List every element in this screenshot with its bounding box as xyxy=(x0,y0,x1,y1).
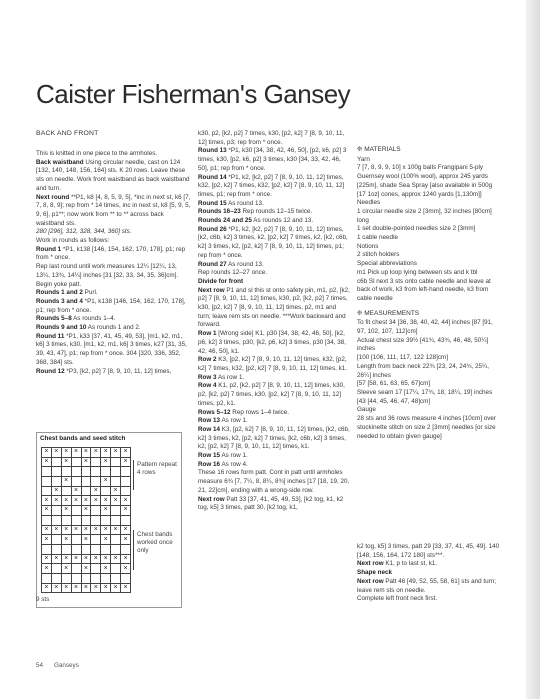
instruction-label: Rounds 16–23 xyxy=(198,208,241,216)
page-edge xyxy=(526,0,540,699)
chart-cell-knit xyxy=(42,477,52,487)
chart-cell-knit xyxy=(121,573,131,583)
chart-cell-purl: × xyxy=(51,583,61,593)
paragraph xyxy=(36,246,192,263)
chart-cell-knit xyxy=(71,457,81,467)
chart-cell-knit xyxy=(42,544,52,554)
instruction-label: Round 11 xyxy=(36,332,65,340)
paragraph xyxy=(357,578,507,595)
instruction-text: **P1, k8 [4, 8, 5, 9, 5], *inc in next st, k6 [7, 7, 8, 8, 9]; rep from * 14 times, inc in next st, k8 [5, 9, 5, 9, 6], p1**; now work from ** to ** across back waistband sts. xyxy=(36,193,191,227)
materials-heading: ❊ MATERIALS xyxy=(357,146,401,153)
chart-cell-knit xyxy=(81,544,91,554)
instruction-label: Round 27 xyxy=(198,260,227,268)
chart-cell-purl: × xyxy=(121,448,131,458)
chart-cell-knit xyxy=(111,573,121,583)
list-item: [100 [106, 111, 117, 122 128]cm] xyxy=(357,354,449,362)
chart-cell-purl: × xyxy=(71,583,81,593)
instruction-label: Next round xyxy=(36,193,70,201)
chart-cell-purl: × xyxy=(111,525,121,535)
section-heading: BACK AND FRONT xyxy=(36,130,99,137)
paragraph xyxy=(198,261,350,270)
list-item: Yarn xyxy=(357,155,370,163)
chart-cell-purl: × xyxy=(51,496,61,506)
chart-cell-knit xyxy=(71,477,81,487)
list-item: 28 sts and 36 rows measure 4 inches [10cm] over stockinette stitch on size 2 [3mm] needles [or size needed to obtain given gauge] xyxy=(357,415,496,440)
chart-cell-purl: × xyxy=(42,448,52,458)
chart-cell-purl: × xyxy=(81,525,91,535)
chart-cell-purl: × xyxy=(42,583,52,593)
chart-cell-purl: × xyxy=(101,448,111,458)
paragraph xyxy=(36,324,192,333)
chart-cell-purl: × xyxy=(42,554,52,564)
instruction-label: Shape neck xyxy=(357,569,392,577)
chart-cell-knit xyxy=(101,467,111,477)
paragraph xyxy=(357,560,507,569)
chart-cell-purl: × xyxy=(71,496,81,506)
instruction-label: Row 3 xyxy=(198,373,217,381)
chart-cell-purl: × xyxy=(121,583,131,593)
instruction-label: Row 4 xyxy=(198,382,217,390)
instruction-text: Patt 46 [49, 52, 55, 58, 61] sts and turn; leave rem sts on needle. xyxy=(357,577,496,594)
chart-cell-purl: × xyxy=(111,554,121,564)
chart-cell-purl: × xyxy=(51,554,61,564)
list-item: Needles xyxy=(357,199,381,207)
text-run: Work in rounds as follows: xyxy=(36,237,110,245)
paragraph xyxy=(198,496,350,513)
paragraph xyxy=(36,150,192,159)
instruction-label: Rounds 1 and 2 xyxy=(36,289,83,297)
list-item: [57 [58, 61, 63, 65, 67]cm] xyxy=(357,380,431,388)
paragraph xyxy=(198,174,350,200)
list-item: Length from back neck 22¾ [23, 24, 24¾, 25¼, 26¼] inches xyxy=(357,362,489,379)
instruction-text: Patt 33 [37, 41, 45, 49, 53], [k2 tog, k1, k2 tog, k5] 3 times, patt 30, [k2 tog, k1, xyxy=(198,495,344,512)
paragraph xyxy=(36,237,192,246)
paragraph xyxy=(357,543,507,560)
paragraph xyxy=(198,130,350,147)
chart-row xyxy=(42,525,131,535)
chart-row xyxy=(42,496,131,506)
instruction-label: Back waistband xyxy=(36,158,84,166)
paragraph xyxy=(198,217,350,226)
list-item: 1 circular needle size 2 [3mm], 32 inches [80cm] long xyxy=(357,207,492,224)
paragraph xyxy=(198,356,350,373)
chart-cell-knit xyxy=(42,573,52,583)
chart-row xyxy=(42,467,131,477)
chart-cell-purl: × xyxy=(91,583,101,593)
chart-pattern-label: Pattern repeat 4 rows xyxy=(137,461,177,477)
instruction-text: K3, [p2, k2] 7 [8, 9, 10, 11, 12] times, [k2, c6b, k2] 3 times, k2, [p2, k2] 7 times, [k2, c6b, k2] 3 times, k2, [p2, k2] 7 [8, 9, 10, 11, 12] times, k1. xyxy=(198,425,350,451)
chart-cell-knit xyxy=(81,515,91,525)
chart-cell-purl: × xyxy=(91,554,101,564)
column-3-continued xyxy=(357,543,507,604)
chart-cell-purl: × xyxy=(121,535,131,545)
text-run: Rep last round until work measures 12¼ [12¼, 13, 13¼, 13¾, 14¼] inches [31 [32, 33, 34, 35, 36]cm]. Begin yoke patt. xyxy=(36,263,179,288)
chart-cell-purl: × xyxy=(81,448,91,458)
chart-cell-knit xyxy=(111,506,121,516)
instruction-label: Round 12 xyxy=(36,367,65,375)
list-item: m1 Pick up loop lying between sts and k tbl xyxy=(357,268,478,276)
chart-cell-knit xyxy=(71,506,81,516)
chart-row xyxy=(42,457,131,467)
instruction-text: *P1, k2, [k2, p2] 7 [8, 9, 10, 11, 12] times, [k2, c6b, k2] 3 times, k2, [p2, k2] 7 times, k2, [k2, c6b, k2] 3 times, k2, [p2, k2] 7 [8, 9, 10, 11, 12] times, p1; rep from * once. xyxy=(198,225,348,259)
instruction-text: *P1, k138 [146, 154, 162, 170, 178], p1; rep from * once. xyxy=(36,245,186,262)
paragraph xyxy=(357,595,507,604)
chart-row xyxy=(42,506,131,516)
paragraph xyxy=(198,200,350,209)
instruction-text: As row 4. xyxy=(220,460,248,468)
paragraph xyxy=(198,208,350,217)
instruction-label: Next row xyxy=(357,577,384,585)
text-run: 280 [296], 312, 328, 344, 360] sts. xyxy=(36,228,132,236)
chart-cell-purl: × xyxy=(91,486,101,496)
chart-cell-knit xyxy=(111,564,121,574)
chart-row xyxy=(42,564,131,574)
chart-cell-knit xyxy=(51,467,61,477)
list-item: 1 set double-pointed needles size 2 [3mm] xyxy=(357,225,476,233)
instruction-label: Round 26 xyxy=(198,225,227,233)
chart-cell-knit xyxy=(71,573,81,583)
chart-cell-purl: × xyxy=(121,457,131,467)
chart-cell-knit xyxy=(61,544,71,554)
chart-cell-purl: × xyxy=(51,448,61,458)
measurements-list xyxy=(357,319,499,441)
chart-cell-knit xyxy=(121,467,131,477)
chart-row xyxy=(42,515,131,525)
list-item: To fit chest 34 [36, 38, 40, 42, 44] inches [87 [91, 97, 102, 107, 112]cm] xyxy=(357,319,493,336)
chart-cell-knit xyxy=(71,544,81,554)
page-number: 54 xyxy=(36,662,44,669)
instruction-text: Using circular needle, cast on 124 [132, 140, 148, 156, 164] sts. K 20 rows. Leave these sts on needle. Work front waistband as back waistband and turn. xyxy=(36,158,190,192)
paragraph xyxy=(36,159,192,194)
instruction-text: [Wrong side] K1, p30 [34, 38, 42, 46, 50], [k2, p6, k2] 3 times, p30, [k2, p6, k2] 3 times, p30 [34, 38, 42, 46, 50], k1. xyxy=(198,330,347,355)
chart-cell-purl: × xyxy=(42,457,52,467)
chart-cell-purl: × xyxy=(61,564,71,574)
paragraph xyxy=(36,263,192,289)
instruction-label: Row 16 xyxy=(198,460,221,468)
paragraph xyxy=(198,147,350,173)
instruction-text: These 16 rows form patt. Cont in patt until armholes measure 6¾ [7, 7¼, 8, 8¼, 8¾] inches [17 [18, 19, 20, 21, 22]cm], ending with a wrong-side row. xyxy=(198,469,350,494)
list-item: 7 [7, 8, 9, 9, 10] x 100g balls Frangipani 5-ply Guernsey wool (100% wool), approx 245 yards [225m], shade Sea Spray [also available in 500g [17 1oz] cones, approx 1240 yards [1,130m]] xyxy=(357,164,493,198)
chart-cell-knit xyxy=(91,515,101,525)
chart-cell-knit xyxy=(81,477,91,487)
chart-cell-knit xyxy=(51,564,61,574)
chart-cell-purl: × xyxy=(101,583,111,593)
instruction-label: Rounds 3 and 4 xyxy=(36,297,83,305)
list-item: 1 cable needle xyxy=(357,234,398,242)
chart-cell-knit xyxy=(51,457,61,467)
chart-cell-purl: × xyxy=(111,448,121,458)
instruction-text: Purl. xyxy=(82,289,98,297)
instruction-text: k30, p2, [k2, p2] 7 times, k30, [p2, k2] 7 [8, 9, 10, 11, 12] times, p3; rep from * once. xyxy=(198,130,345,146)
instruction-text: *P1, k30 [34, 38, 42, 46, 50], [p2, k6, p2] 3 times, k30, [p2, k6, p2] 3 times, k30 [34, 33, 42, 46, 50], p1; rep from * once. xyxy=(198,147,347,172)
paragraph xyxy=(36,289,192,298)
chart-cell-purl: × xyxy=(61,448,71,458)
chart-cell-purl: × xyxy=(61,477,71,487)
paragraph xyxy=(36,368,192,377)
chart-row xyxy=(42,477,131,487)
chart-cell-purl: × xyxy=(81,457,91,467)
instruction-label: Rounds 24 and 25 xyxy=(198,217,252,225)
instruction-label: Round 14 xyxy=(198,173,227,181)
instruction-text: Rep rounds 12–15 twice. xyxy=(240,208,313,216)
chart-cell-purl: × xyxy=(101,496,111,506)
instruction-text: As row 1. xyxy=(216,373,245,381)
paragraph xyxy=(198,452,350,461)
chart-cell-knit xyxy=(51,535,61,545)
chart-cell-purl: × xyxy=(61,525,71,535)
chart-caption: 9 sts xyxy=(36,596,50,603)
chart-cell-purl: × xyxy=(101,525,111,535)
chart-cell-purl: × xyxy=(101,554,111,564)
list-item: Sleeve seam 17 [17¼, 17¾, 18, 18¼, 19] inches [43 [44, 45, 46, 47, 48]cm] xyxy=(357,388,493,405)
chart-cell-purl: × xyxy=(81,583,91,593)
chart-row xyxy=(42,554,131,564)
chart-cell-knit xyxy=(71,467,81,477)
instruction-label: Rows 5–12 xyxy=(198,408,231,416)
chart-cell-purl: × xyxy=(61,496,71,506)
chart-cell-purl: × xyxy=(61,457,71,467)
column-2 xyxy=(198,130,350,513)
instruction-label: Next row xyxy=(198,495,225,503)
instruction-label: Next row xyxy=(357,560,384,568)
paragraph xyxy=(198,226,350,261)
instruction-text: *P1, k138 [146, 154, 162, 170, 178], p1; rep from * once. xyxy=(36,297,186,314)
footer-label: Ganseys xyxy=(54,662,79,669)
chart-row xyxy=(42,448,131,458)
chart-cell-purl: × xyxy=(61,506,71,516)
chart-cell-knit xyxy=(111,457,121,467)
instruction-text: As round 13. xyxy=(226,260,264,268)
instruction-text: P1 and sl this st onto safety pin, m1, p2, [k2, p2] 7 [8, 9, 10, 11, 12] times, k30, p2, [k2, p2] 7 times, k30, [p2, k2] 7 [8, 9, 10, 11, 12] times, p2, m1 and turn; leave rem sts on needle. ***Work backward and forward. xyxy=(198,286,350,329)
instruction-label: Divide for front xyxy=(198,277,244,285)
chart-cell-knit xyxy=(111,467,121,477)
chart-cell-knit xyxy=(91,544,101,554)
instruction-text: Complete left front neck first. xyxy=(357,595,438,603)
chart-cell-knit xyxy=(51,544,61,554)
chart-cell-knit xyxy=(91,573,101,583)
chart-cell-purl: × xyxy=(42,496,52,506)
chart-cell-purl: × xyxy=(111,583,121,593)
list-item: Gauge xyxy=(357,406,376,414)
chart-cell-purl: × xyxy=(101,457,111,467)
list-item: Special abbreviations xyxy=(357,260,417,268)
chart-cell-purl: × xyxy=(61,583,71,593)
chart-cell-purl: × xyxy=(51,525,61,535)
paragraph xyxy=(198,409,350,418)
chart-cell-knit xyxy=(51,506,61,516)
chart-row xyxy=(42,544,131,554)
instruction-label: Row 13 xyxy=(198,417,221,425)
stitch-chart xyxy=(41,447,131,593)
chart-cell-purl: × xyxy=(61,535,71,545)
chart-cell-purl: × xyxy=(71,486,81,496)
instruction-text: *P1, k2, [k2, p2] 7 [8, 9, 10, 11, 12] times, k32, [p2, k2] 7 times, k32, [p2, k2] 7 [8, 9, 10, 11, 12] times, p1; rep from * once. xyxy=(198,173,345,198)
chart-cell-knit xyxy=(111,515,121,525)
chart-cell-knit xyxy=(121,477,131,487)
chart-cell-knit xyxy=(61,486,71,496)
chart-cell-purl: × xyxy=(81,564,91,574)
instruction-label: Round 13 xyxy=(198,147,227,155)
chart-cell-knit xyxy=(71,535,81,545)
chart-cell-knit xyxy=(91,467,101,477)
chart-cell-purl: × xyxy=(71,554,81,564)
chart-cell-knit xyxy=(42,515,52,525)
paragraph xyxy=(357,569,507,578)
chart-cell-knit xyxy=(121,486,131,496)
instruction-text: As row 1. xyxy=(220,417,248,425)
chart-cell-purl: × xyxy=(81,554,91,564)
instruction-text: K3, [p2, k2] 7 [8, 9, 10, 11, 12] times, k32, [p2, k2] 7 times, k32, [p2, k2] 7 [8, 9, 10, 11, 12] times, k1. xyxy=(198,356,347,372)
chart-cell-knit xyxy=(71,515,81,525)
chart-cell-knit xyxy=(91,477,101,487)
bracket-pattern xyxy=(133,460,134,490)
chart-cell-knit xyxy=(81,486,91,496)
chart-row xyxy=(42,486,131,496)
chart-cell-knit xyxy=(42,486,52,496)
instruction-label: Row 1 xyxy=(198,330,217,338)
instruction-text: *P1, k33 [37, 41, 45, 49, 53], [m1, k2, m1, k6] 3 times, k30, [m1, k2, m1, k6] 3 times, k27 [31, 35, 39, 43, 47], p1; rep from * once. 304 [320, 336, 352, 368, 384] sts. xyxy=(36,332,187,366)
instruction-label: Row 2 xyxy=(198,356,217,364)
chart-cell-purl: × xyxy=(111,486,121,496)
paragraph xyxy=(198,374,350,383)
instruction-label: Round 15 xyxy=(198,199,227,207)
paragraph xyxy=(36,315,192,324)
bracket-bands xyxy=(133,530,134,570)
instruction-label: Rounds 9 and 10 xyxy=(36,324,87,332)
chart-cell-knit xyxy=(101,486,111,496)
paragraph xyxy=(198,426,350,452)
chart-cell-purl: × xyxy=(71,525,81,535)
chart-cell-knit xyxy=(42,467,52,477)
chart-cell-knit xyxy=(61,573,71,583)
paragraph xyxy=(36,228,192,237)
chart-cell-knit xyxy=(61,515,71,525)
instruction-label: Next row xyxy=(198,286,225,294)
chart-cell-purl: × xyxy=(121,554,131,564)
chart-cell-purl: × xyxy=(121,496,131,506)
instruction-text: As rounds 12 and 13. xyxy=(251,217,314,225)
paragraph xyxy=(36,333,192,368)
materials-list xyxy=(357,156,499,304)
measurements-heading: ❊ MEASUREMENTS xyxy=(357,309,420,317)
instruction-text: K1, p to last st, k1. xyxy=(383,560,438,568)
chart-cell-purl: × xyxy=(101,564,111,574)
chart-cell-knit xyxy=(111,535,121,545)
chart-cell-purl: × xyxy=(61,554,71,564)
instruction-text: Rep rounds 12–27 once. xyxy=(198,269,267,277)
chart-cell-purl: × xyxy=(101,477,111,487)
column-1 xyxy=(36,150,192,376)
instruction-label: Row 15 xyxy=(198,452,221,460)
instruction-label: Round 1 xyxy=(36,245,62,253)
chart-cell-purl: × xyxy=(71,448,81,458)
instruction-text: k2 tog, k5] 3 times, patt 29 [33, 37, 41, 45, 49]. 140 [148, 156, 164, 172 180] sts***. xyxy=(357,543,500,559)
chart-cell-purl: × xyxy=(42,525,52,535)
chart-cell-purl: × xyxy=(42,564,52,574)
chart-bands-label: Chest bands worked once only xyxy=(137,531,173,555)
paragraph xyxy=(198,417,350,426)
paragraph xyxy=(36,194,192,229)
chart-cell-knit xyxy=(81,467,91,477)
paragraph xyxy=(198,278,350,287)
chart-cell-knit xyxy=(111,477,121,487)
paragraph xyxy=(198,461,350,470)
chart-cell-knit xyxy=(111,544,121,554)
chart-cell-purl: × xyxy=(121,506,131,516)
chart-title: Chest bands and seed stitch xyxy=(40,435,126,442)
chart-cell-purl: × xyxy=(42,506,52,516)
column-3 xyxy=(357,146,499,441)
paragraph xyxy=(198,469,350,495)
chart-cell-purl: × xyxy=(81,535,91,545)
chart-cell-purl: × xyxy=(91,525,101,535)
paragraph xyxy=(198,269,350,278)
instruction-text: As rounds 1–4. xyxy=(71,315,116,323)
chart-cell-knit xyxy=(121,515,131,525)
chart-row xyxy=(42,583,131,593)
paragraph xyxy=(36,298,192,315)
chart-row xyxy=(42,573,131,583)
instruction-label: Row 14 xyxy=(198,425,221,433)
chart-cell-purl: × xyxy=(91,496,101,506)
instruction-text: *P3, [k2, p2] 7 [8, 9, 10, 11, 12] times, xyxy=(64,367,172,375)
chart-cell-knit xyxy=(91,535,101,545)
list-item: 2 stitch holders xyxy=(357,251,400,259)
instruction-text: As round 13. xyxy=(226,199,264,207)
chart-cell-purl: × xyxy=(111,496,121,506)
chart-cell-knit xyxy=(121,544,131,554)
chart-cell-purl: × xyxy=(51,486,61,496)
chart-cell-knit xyxy=(51,573,61,583)
chart-cell-purl: × xyxy=(91,448,101,458)
list-item: c6b Sl next 3 sts onto cable needle and leave at back of work, k3 from left-hand needle, k3 from cable needle xyxy=(357,277,491,302)
chart-row xyxy=(42,535,131,545)
chart-cell-purl: × xyxy=(81,496,91,506)
list-item: Notions xyxy=(357,242,379,250)
chart-cell-knit xyxy=(61,467,71,477)
instruction-text: As rounds 1 and 2. xyxy=(86,324,141,332)
chart-cell-knit xyxy=(91,506,101,516)
chart-cell-knit xyxy=(91,457,101,467)
page-title: Caister Fisherman's Gansey xyxy=(36,79,351,109)
chart-cell-knit xyxy=(101,515,111,525)
chart-cell-purl: × xyxy=(101,535,111,545)
chart-cell-purl: × xyxy=(121,525,131,535)
chart-cell-knit xyxy=(51,515,61,525)
chart-cell-purl: × xyxy=(42,535,52,545)
chart-cell-knit xyxy=(101,544,111,554)
instruction-text: K1, p2, [k2, p2] 7 [8, 9, 10, 11, 12] times, k30, p2, [k2, p2] 7 times, k30, [p2, k2] 7 [8, 9, 10, 11, 12] times, p2, k1. xyxy=(198,382,345,407)
paragraph xyxy=(198,382,350,408)
text-run: This is knitted in one piece to the armholes. xyxy=(36,150,158,157)
chart-cell-knit xyxy=(81,573,91,583)
chart-cell-knit xyxy=(51,477,61,487)
chart-cell-knit xyxy=(71,564,81,574)
chart-cell-purl: × xyxy=(81,506,91,516)
instruction-text: As row 1. xyxy=(220,452,248,460)
chart-cell-knit xyxy=(91,564,101,574)
chart-cell-knit xyxy=(101,573,111,583)
paragraph xyxy=(198,287,350,331)
instruction-text: Rep rows 1–4 twice. xyxy=(230,408,290,416)
instruction-label: Rounds 5–8 xyxy=(36,315,72,323)
chart-cell-purl: × xyxy=(101,506,111,516)
chart-cell-purl: × xyxy=(121,564,131,574)
paragraph xyxy=(198,330,350,356)
list-item: Actual chest size 39½ [41¾, 43¾, 46, 48, 50¼] inches xyxy=(357,336,489,353)
